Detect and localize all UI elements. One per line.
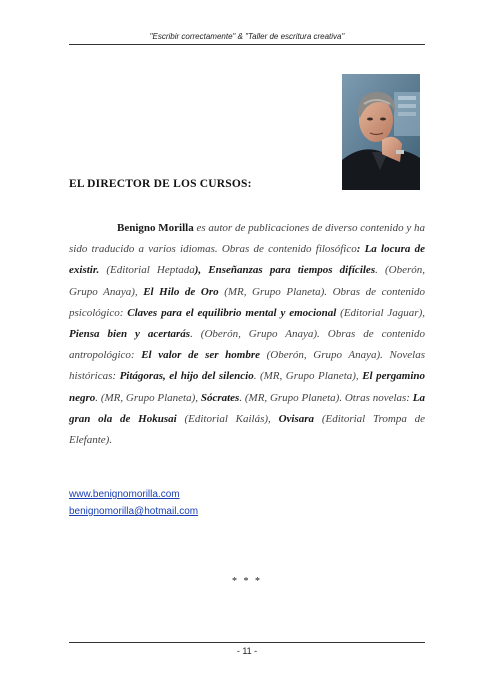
bio-text: (Editorial Jaguar),: [336, 306, 425, 319]
bio-text: . (MR, Grupo Planeta),: [253, 370, 363, 383]
book-title: Ovisara: [278, 412, 315, 425]
book-title: Pitágoras, el hijo del silencio: [119, 370, 254, 383]
book-title: : La locura de existir.: [69, 243, 425, 277]
bio-text: (Editorial Heptada: [99, 264, 195, 277]
section-separator: * * *: [232, 576, 262, 587]
author-biography: [69, 218, 425, 451]
book-title: El Hilo de Oro: [143, 285, 219, 298]
author-portrait-image: [342, 74, 420, 190]
bio-text: . (MR, Grupo Planeta). Otras novelas:: [239, 391, 413, 404]
bio-text: es autor de publicaciones de diverso contenido y ha sido traducido a varios idiomas. Obras de contenido filosófico: [69, 222, 425, 256]
author-name: Benigno Morilla: [117, 222, 194, 234]
book-title: La gran ola de Hokusai: [69, 391, 425, 425]
book-title: Claves para el equilibrio mental y emocional: [127, 306, 337, 319]
bio-text: . (Oberón, Grupo Anaya),: [69, 264, 425, 298]
book-title: Sócrates: [200, 391, 240, 404]
bio-text: . (Oberón, Grupo Anaya). Obras de contenido antropológico:: [69, 328, 425, 362]
bio-text: (Editorial Kailás),: [176, 412, 279, 425]
email-link[interactable]: benignomorilla@hotmail.com: [69, 506, 199, 517]
running-header: "Escribir correctamente" & "Taller de escritura creativa": [149, 32, 345, 41]
website-link[interactable]: www.benignomorilla.com: [69, 489, 180, 500]
bio-text: (Editorial Trompa de Elefante).: [69, 412, 425, 447]
book-title: Piensa bien y acertarás: [69, 328, 191, 341]
bio-text: . (MR, Grupo Planeta),: [95, 391, 201, 404]
contact-block: [69, 486, 198, 520]
bio-text: (Oberón, Grupo Anaya). Novelas históricas:: [69, 349, 425, 383]
footer-rule: [69, 642, 425, 643]
book-title: El pergamino negro: [69, 370, 425, 404]
section-title: EL DIRECTOR DE LOS CURSOS:: [69, 178, 252, 190]
book-title: El valor de ser hombre: [141, 349, 260, 362]
bio-text: (MR, Grupo Planeta). Obras de contenido psicológico:: [69, 285, 425, 319]
page-number: - 11 -: [236, 646, 258, 656]
book-title: ), Enseñanzas para tiempos difíciles: [194, 264, 376, 277]
author-portrait: [342, 74, 420, 190]
header-rule: [69, 44, 425, 45]
